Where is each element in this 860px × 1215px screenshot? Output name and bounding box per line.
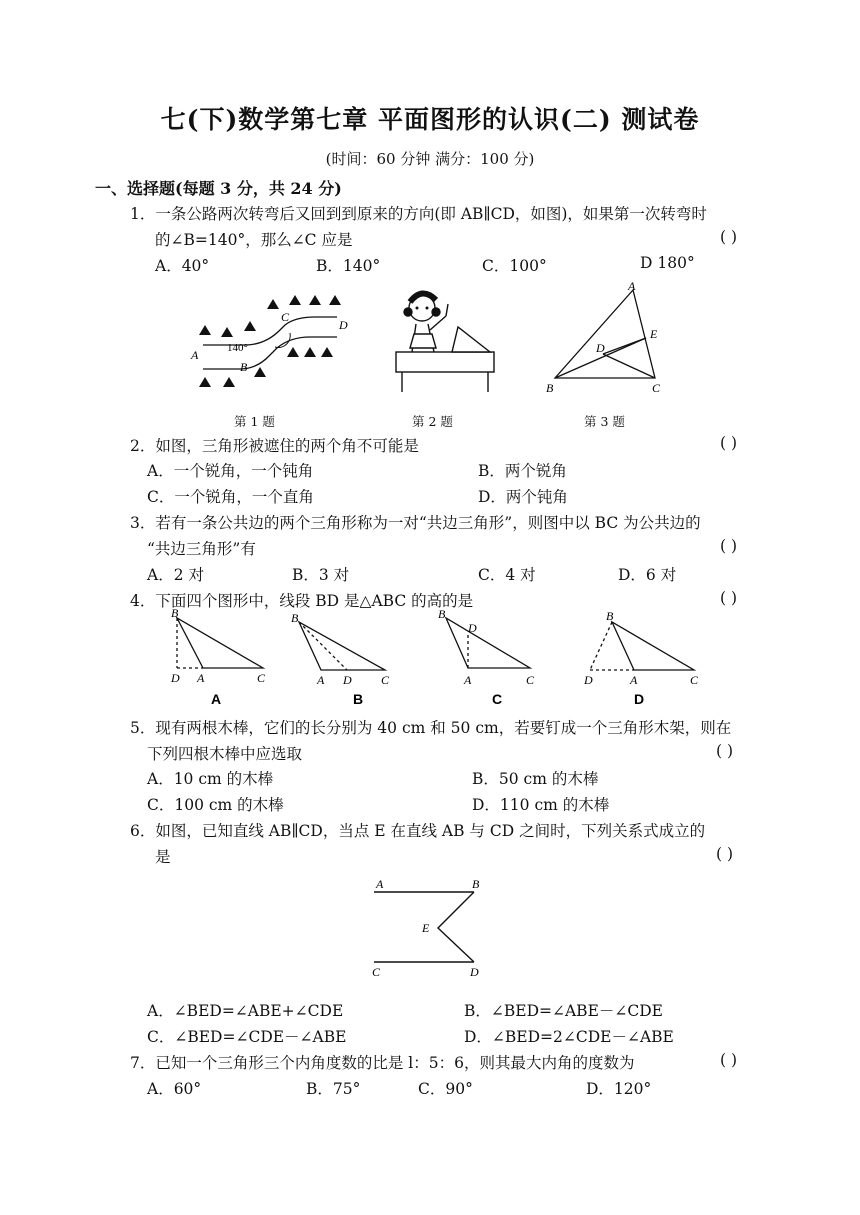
section-heading: 一、选择题(每题 3 分，共 24 分) [95, 179, 342, 198]
q1-option-b: B．140° [316, 257, 381, 275]
fig6-label-b: B [472, 877, 480, 891]
q2-option-c: C．一个锐角，一个直角 [147, 488, 314, 506]
fig3-label-b: B [546, 381, 554, 395]
question-7-text: 7．已知一个三角形三个内角度数的比是 l：5：6，则其最大内角的度数为 [130, 1054, 635, 1072]
svg-text:C: C [381, 673, 390, 687]
svg-text:D: D [343, 673, 352, 687]
question-5-text-cont: 下列四根木棒中应选取 [147, 745, 303, 763]
q6-option-c: C．∠BED=∠CDE－∠ABE [147, 1028, 347, 1046]
q2-option-b: B．两个锐角 [478, 462, 567, 480]
q2-option-a: A．一个锐角，一个钝角 [147, 462, 314, 480]
svg-text:B: B [171, 608, 179, 620]
q5-option-c: C．100 cm 的木棒 [147, 796, 284, 814]
answer-blank: ( ) [716, 742, 734, 760]
svg-text:A: A [317, 673, 325, 687]
q6-option-b: B．∠BED=∠ABE－∠CDE [464, 1002, 663, 1020]
svg-text:D: D [171, 671, 180, 685]
fig3-label-a: A [628, 280, 636, 293]
question-1-text-cont: 的∠B=140°，那么∠C 应是 [155, 231, 353, 249]
question-6-text-cont: 是 [155, 848, 171, 866]
figure-6-parallel-lines [360, 872, 500, 982]
page-title: 七(下)数学第七章 平面图形的认识(二) 测试卷 [160, 105, 700, 134]
figure-2-caption: 第 2 题 [412, 414, 453, 429]
q1-option-a: A．40° [155, 257, 210, 275]
svg-text:D: D [584, 673, 593, 687]
q6-option-a: A．∠BED=∠ABE+∠CDE [147, 1002, 344, 1020]
fig1-angle-label: 140° [227, 342, 248, 354]
answer-blank: ( ) [720, 434, 738, 452]
fig3-label-d: D [596, 341, 605, 355]
question-1-text: 1．一条公路两次转弯后又回到到原来的方向(即 AB∥CD，如图)，如果第一次转弯时 [130, 205, 707, 223]
fig1-label-b: B [240, 360, 248, 374]
q3-option-b: B．3 对 [292, 566, 350, 584]
q7-option-a: A．60° [147, 1080, 202, 1098]
q4-figure-a-label: A [211, 691, 222, 707]
q2-option-d: D．两个钝角 [478, 488, 568, 506]
svg-text:B: B [606, 609, 614, 623]
q7-option-b: B．75° [306, 1080, 361, 1098]
q1-option-c: C．100° [482, 257, 547, 275]
fig6-label-c: C [372, 965, 381, 979]
q4-figure-b [285, 608, 395, 708]
svg-text:B: B [291, 611, 299, 625]
q4-figure-b-label: B [353, 691, 364, 707]
figure-2-girl-illustration [390, 282, 500, 397]
fig1-label-a: A [191, 348, 199, 362]
q4-figure-d [578, 606, 698, 706]
figure-3-triangle-diagram [540, 280, 680, 400]
q4-figure-a [165, 608, 275, 708]
fig6-label-d: D [470, 965, 479, 979]
q1-option-d: D 180° [640, 254, 695, 272]
fig1-label-c: C [281, 310, 290, 324]
svg-text:C: C [526, 673, 535, 687]
question-3-text-cont: “共边三角形”有 [147, 540, 256, 558]
q3-option-a: A．2 对 [147, 566, 204, 584]
q5-option-b: B．50 cm 的木棒 [472, 770, 599, 788]
figure-1-road-diagram [185, 285, 355, 395]
q7-option-d: D．120° [586, 1080, 652, 1098]
svg-text:A: A [197, 671, 205, 685]
svg-text:D: D [468, 621, 477, 635]
figure-3-caption: 第 3 题 [584, 414, 625, 429]
question-5-text: 5．现有两根木棒，它们的长分别为 40 cm 和 50 cm，若要钉成一个三角形木架，则在 [130, 719, 732, 737]
svg-text:B: B [438, 608, 446, 621]
fig3-label-c: C [652, 381, 661, 395]
q4-figure-c-label: C [492, 691, 503, 707]
question-2-text: 2．如图，三角形被遮住的两个角不可能是 [130, 437, 419, 455]
answer-blank: ( ) [720, 537, 738, 555]
question-6-text: 6．如图，已知直线 AB∥CD，当点 E 在直线 AB 与 CD 之间时，下列关系式成立的 [130, 822, 706, 840]
q3-option-d: D．6 对 [618, 566, 677, 584]
question-4-text: 4．下面四个图形中，线段 BD 是△ABC 的高的是 [130, 592, 474, 610]
svg-text:A: A [464, 673, 472, 687]
q7-option-c: C．90° [418, 1080, 473, 1098]
svg-text:C: C [257, 671, 266, 685]
exam-info: (时间：60 分钟 满分：100 分) [325, 150, 535, 168]
q3-option-c: C．4 对 [478, 566, 536, 584]
q5-option-d: D．110 cm 的木棒 [472, 796, 610, 814]
q5-option-a: A．10 cm 的木棒 [147, 770, 274, 788]
fig3-label-e: E [650, 327, 658, 341]
q4-figure-c [432, 608, 542, 708]
question-3-text: 3．若有一条公共边的两个三角形称为一对“共边三角形”，则图中以 BC 为公共边的 [130, 514, 701, 532]
fig6-label-a: A [376, 877, 384, 891]
fig6-label-e: E [422, 921, 430, 935]
answer-blank: ( ) [720, 1051, 738, 1069]
figure-1-caption: 第 1 题 [234, 414, 275, 429]
answer-blank: ( ) [716, 845, 734, 863]
fig1-label-d: D [339, 318, 348, 332]
answer-blank: ( ) [720, 228, 738, 246]
answer-blank: ( ) [720, 589, 738, 607]
svg-text:A: A [630, 673, 638, 687]
q6-option-d: D．∠BED=2∠CDE－∠ABE [464, 1028, 674, 1046]
svg-text:C: C [690, 673, 698, 687]
q4-figure-d-label: D [634, 691, 645, 706]
